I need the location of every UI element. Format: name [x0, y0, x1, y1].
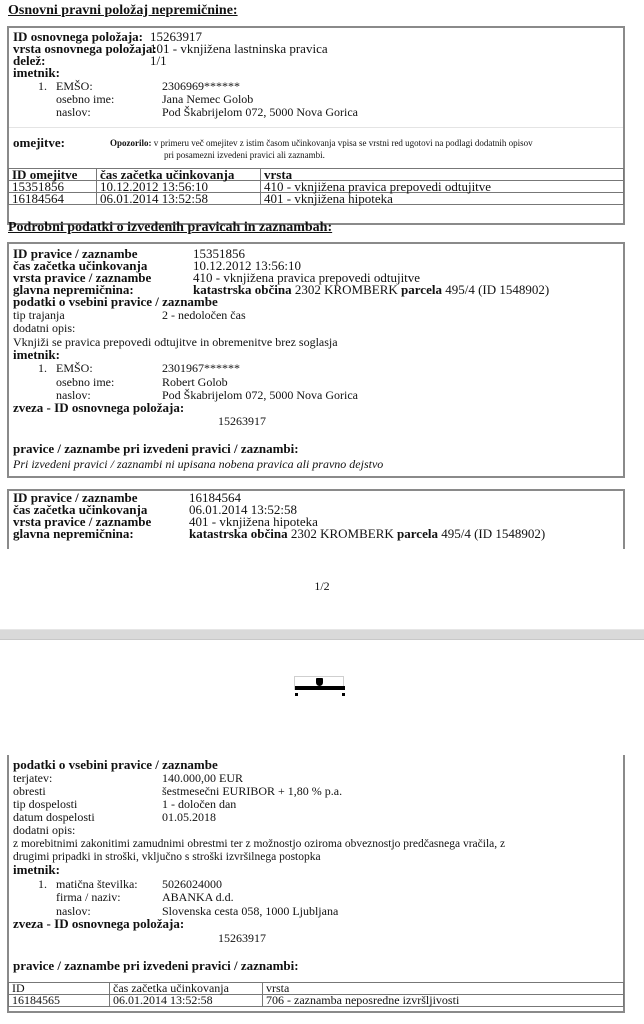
dodatni-opis-label: dodatni opis: [13, 321, 76, 335]
table-cell: 15351856 [9, 181, 97, 193]
naslov-label: naslov: [56, 105, 91, 119]
table-cell: 06.01.2014 13:52:58 [97, 193, 261, 205]
vrsta-osnovnega-label: vrsta osnovnega položaja: [13, 41, 157, 56]
cas-label: čas začetka učinkovanja [13, 502, 148, 517]
page-separator [0, 629, 644, 640]
naslov-value: Pod Škabrijelom 072, 5000 Nova Gorica [162, 105, 358, 119]
vrsta-pravice-label: vrsta pravice / zaznambe [13, 514, 152, 529]
osebno-ime-label: osebno ime: [56, 92, 115, 106]
glavna-nepremicnina-label: glavna nepremičnina: [13, 526, 134, 541]
parcela-value: 495/4 (ID 1548902) [445, 282, 550, 297]
zveza-value: 15263917 [218, 931, 266, 945]
emso-value: 2301967****** [162, 361, 240, 375]
table-cell: 706 - zaznamba neposredne izvršljivosti [263, 995, 624, 1007]
tip-trajanja-value: 2 - nedoločen čas [162, 308, 246, 322]
table-cell: 16184564 [9, 193, 97, 205]
ko-label: katastrska občina [189, 526, 288, 541]
maticna-stevilka-value: 5026024000 [162, 877, 222, 891]
pri-izvedeni-value: Pri izvedeni pravici / zaznambi ni upisana nobena pravica ali pravno dejstvo [13, 457, 384, 471]
ko-value: 2302 KROMBERK [290, 526, 394, 541]
id-pravice-label: ID pravice / zaznambe [13, 246, 138, 261]
dodatni-opis-line1: z morebitnimi zakonitimi zamudnimi obrestmi ter z možnostjo oziroma obveznostjo predčasnega vračila, z [13, 838, 506, 850]
dodatni-opis-label: dodatni opis: [13, 823, 76, 837]
vrsta-pravice-value: 401 - vknjižena hipoteka [189, 514, 318, 529]
firma-label: firma / naziv: [56, 890, 121, 904]
pri-izvedeni-label: pravice / zaznambe pri izvedeni pravici / zaznambi: [13, 441, 299, 456]
opozorilo-line2: pri posamezni izvedeni pravici ali zaznambi. [164, 150, 325, 160]
shield-icon [316, 678, 323, 686]
datum-dospelosti-label: datum dospelosti [13, 810, 95, 824]
naslov-value: Pod Škabrijelom 072, 5000 Nova Gorica [162, 388, 358, 402]
emso-label: EMŠO: [56, 361, 93, 375]
vsebina-label: podatki o vsebini pravice / zaznambe [13, 757, 218, 772]
imetnik-number: 1. [38, 877, 47, 891]
vrsta-pravice-value: 410 - vknjižena pravica prepovedi odtujitve [193, 270, 421, 285]
page-number: 1/2 [314, 579, 330, 593]
imetnik-number: 1. [38, 361, 47, 375]
naslov-label: naslov: [56, 388, 91, 402]
id-osnovnega-label: ID osnovnega položaja: [13, 29, 144, 44]
table-row [9, 193, 624, 205]
imetnik-label: imetnik: [13, 862, 60, 877]
glavna-nepremicnina-value [189, 528, 545, 540]
firma-value: ABANKA d.d. [162, 890, 234, 904]
delez-label: delež: [13, 53, 46, 68]
terjatev-value: 140.000,00 EUR [162, 771, 243, 785]
glavna-nepremicnina-value [193, 284, 549, 296]
table-header: čas začetka učinkovanja [97, 169, 261, 181]
section-heading-podrobni: Podrobni podatki o izvedenih pravicah in zaznambah: [8, 220, 333, 235]
parcela-value: 495/4 (ID 1548902) [441, 526, 546, 541]
emso-label: EMŠO: [56, 79, 93, 93]
zveza-label: zveza - ID osnovnega položaja: [13, 916, 185, 931]
table-header: čas začetka učinkovanja [110, 983, 263, 995]
naslov-value: Slovenska cesta 058, 1000 Ljubljana [162, 904, 339, 918]
cas-value: 10.12.2012 13:56:10 [193, 258, 301, 273]
tip-trajanja-label: tip trajanja [13, 308, 65, 322]
pri-izvedeni-label: pravice / zaznambe pri izvedeni pravici / zaznambi: [13, 958, 299, 973]
tip-dospelosti-label: tip dospelosti [13, 797, 78, 811]
table-cell: 16184565 [9, 995, 110, 1007]
emso-value: 2306969****** [162, 79, 240, 93]
naslov-label: naslov: [56, 904, 91, 918]
omejitve-label: omejitve: [13, 135, 65, 150]
opozorilo-label: Opozorilo: [110, 138, 152, 148]
coat-of-arms-logo-icon [294, 676, 344, 690]
vrsta-pravice-label: vrsta pravice / zaznambe [13, 270, 152, 285]
dodatni-opis-line2: drugimi pripadki in stroški, vključno s stroški izvršilnega postopka [13, 851, 321, 863]
table-header: vrsta [263, 983, 624, 995]
obresti-value: šestmesečni EURIBOR + 1,80 % p.a. [162, 784, 343, 798]
logo-dot [295, 693, 298, 696]
imetnik-label: imetnik: [13, 65, 60, 80]
logo-dot [342, 693, 345, 696]
datum-dospelosti-value: 01.05.2018 [162, 810, 216, 824]
tip-dospelosti-value: 1 - določen dan [162, 797, 237, 811]
osebno-ime-label: osebno ime: [56, 375, 115, 389]
imetnik-label: imetnik: [13, 347, 60, 362]
opozorilo-note [110, 137, 533, 149]
ko-value: 2302 KROMBERK [294, 282, 398, 297]
parcela-label: parcela [401, 282, 442, 297]
opozorilo-line1: v primeru več omejitev z istim časom učinkovanja vpisa se vrstni red ugotovi na podlagi dodatnih opisov [153, 138, 533, 148]
table-header: vrsta [261, 169, 624, 181]
obresti-label: obresti [13, 784, 46, 798]
table-cell: 06.01.2014 13:52:58 [110, 995, 263, 1007]
delez-value: 1/1 [150, 53, 167, 68]
cas-value: 06.01.2014 13:52:58 [189, 502, 297, 517]
maticna-stevilka-label: matična številka: [56, 877, 138, 891]
zveza-value: 15263917 [218, 414, 266, 428]
table-header: ID [9, 983, 110, 995]
osebno-ime-value: Jana Nemec Golob [162, 92, 254, 106]
logo-bar [295, 686, 345, 690]
id-pravice-label: ID pravice / zaznambe [13, 490, 138, 505]
table-cell: 10.12.2012 13:56:10 [97, 181, 261, 193]
parcela-label: parcela [397, 526, 438, 541]
table-header: ID omejitve [9, 169, 97, 181]
ko-label: katastrska občina [193, 282, 292, 297]
omejitve-table [8, 168, 624, 205]
vrsta-osnovnega-value: 101 - vknjižena lastninska pravica [150, 41, 328, 56]
id-pravice-value: 15351856 [193, 246, 245, 261]
zveza-label: zveza - ID osnovnega položaja: [13, 400, 185, 415]
osebno-ime-value: Robert Golob [162, 375, 228, 389]
vsebina-label: podatki o vsebini pravice / zaznambe [13, 294, 218, 309]
id-osnovnega-value: 15263917 [150, 29, 202, 44]
divider [9, 127, 623, 128]
pri-izvedeni-table [8, 982, 624, 1007]
id-pravice-value: 16184564 [189, 490, 241, 505]
cas-label: čas začetka učinkovanja [13, 258, 148, 273]
table-cell: 401 - vknjižena hipoteka [261, 193, 624, 205]
table-row [9, 995, 624, 1007]
dodatni-opis-value: Vknjiži se pravica prepovedi odtujitve in obremenitve brez soglasja [13, 335, 338, 349]
terjatev-label: terjatev: [13, 771, 53, 785]
section-heading-osnovni: Osnovni pravni položaj nepremičnine: [8, 3, 238, 18]
glavna-nepremicnina-label: glavna nepremičnina: [13, 282, 134, 297]
imetnik-number: 1. [38, 79, 47, 93]
table-cell: 410 - vknjižena pravica prepovedi odtujitve [261, 181, 624, 193]
